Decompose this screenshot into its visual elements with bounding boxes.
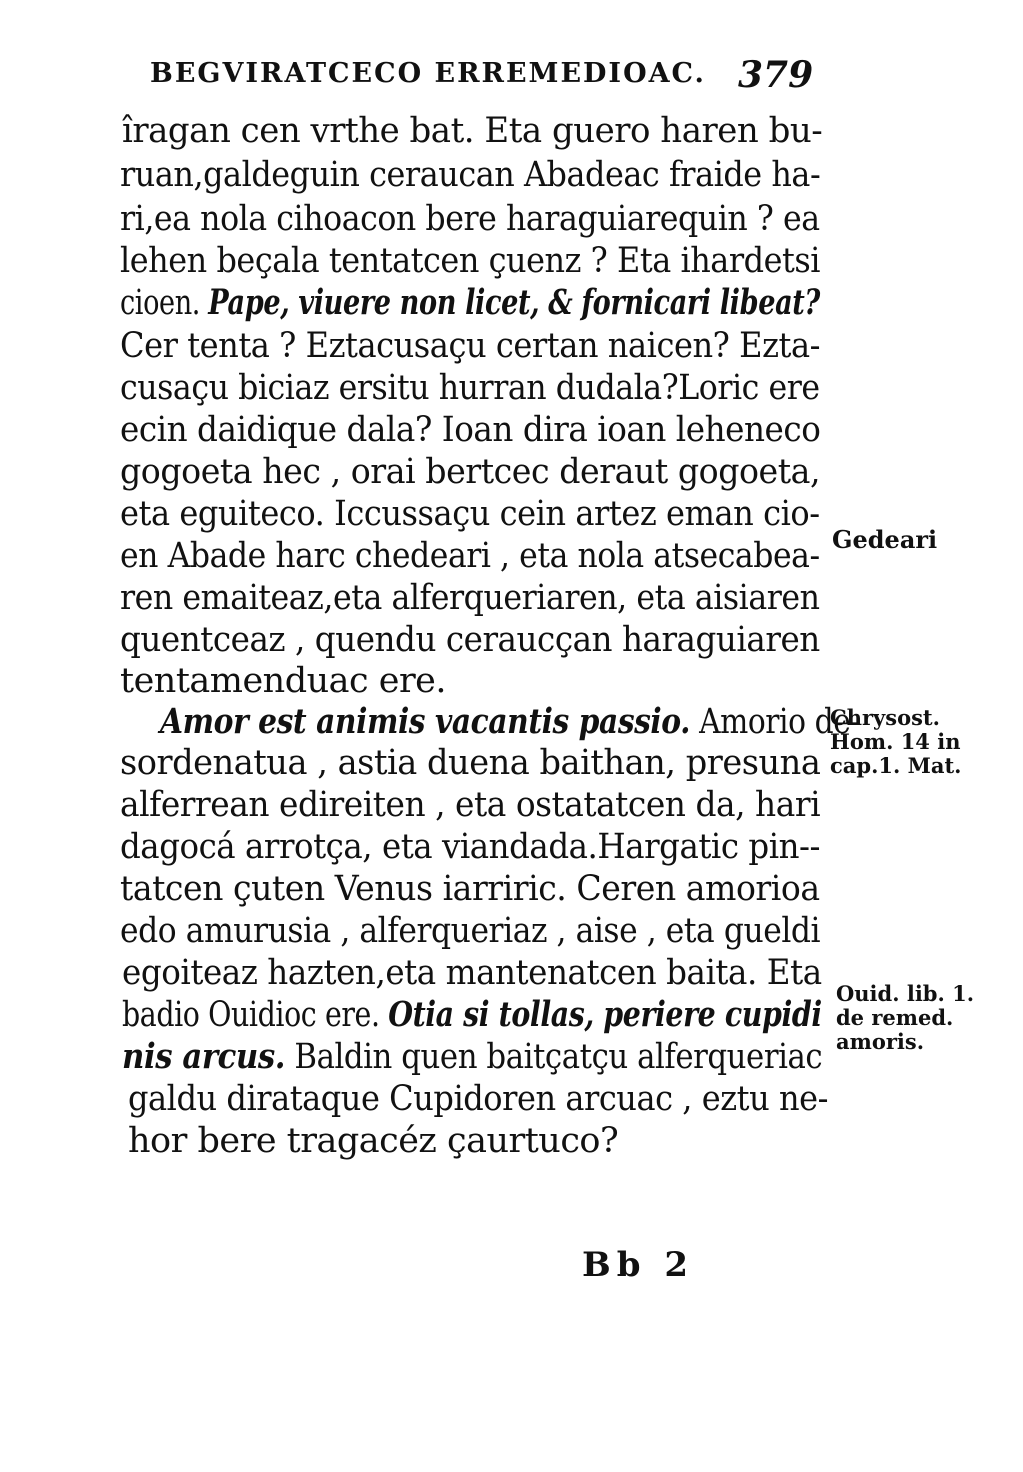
latin-quotation: Pape, viuere non licet, & fornicari libeat? [208,282,820,323]
text-line [122,995,822,1035]
margin-note [836,982,974,1054]
text-line: gogoeta hec , orai bertcec deraut gogoeta, [120,452,821,492]
margin-note-line: Ouid. lib. 1. [836,981,975,1006]
margin-note [832,525,938,554]
margin-note-line: de remed. [836,1005,954,1030]
text-line: îragan cen vrthe bat. Eta guero haren bu- [122,111,823,151]
page-number: 379 [738,54,814,96]
margin-note-line: amoris. [836,1029,925,1054]
text-line: galdu dirataque Cupidoren arcuac , eztu ne- [128,1079,828,1119]
text-line: alferrean edireiten , eta ostatatcen da, hari [120,785,821,825]
text-line: lehen beçala tentatcen çuenz ? Eta ihardetsi [120,241,821,281]
text-line: Cer tenta ? Eztacusaçu certan naicen? Ezta- [120,326,821,366]
text-line [160,702,860,742]
margin-note-line: Chrysost. [830,705,940,730]
running-title: BEGVIRATCECO ERREMEDIOAC. [150,58,706,89]
text-line: quentceaz , quendu ceraucçan haraguiaren [120,620,820,660]
text-line: egoiteaz hazten,eta mantenatcen baita. Eta [122,953,822,993]
margin-note-line: cap.1. Mat. [830,753,962,778]
text-line: edo amurusia , alferqueriaz , aise , eta gueldi [120,911,821,951]
latin-quotation: nis arcus. [122,1036,286,1077]
signature-mark: Bb 2 [582,1245,695,1285]
text-line: sordenatua , astia duena baithan, presuna [120,743,821,783]
margin-note-line: Gedeari [832,525,938,554]
margin-note [830,706,962,778]
text-line: tentamenduac ere. [120,661,447,701]
latin-quotation: Otia si tollas, periere cupidi [388,994,822,1035]
margin-note-line: Hom. 14 in [830,729,961,754]
text-line [122,1037,822,1077]
text-line [120,283,820,323]
text-line: ecin daidique dala? Ioan dira ioan leheneco [120,410,821,450]
text-line: tatcen çuten Venus iarriric. Ceren amorioa [120,869,820,909]
text-line: dagocá arrotça, eta viandada.Hargatic pin-- [120,827,821,867]
text-line: hor bere tragacéz çaurtuco? [128,1121,619,1161]
text-line: ren emaiteaz,eta alferqueriaren, eta aisiaren [120,578,820,618]
text-line: cusaçu biciaz ersitu hurran dudala?Loric ere [120,368,820,408]
latin-quotation: Amor est animis vacantis passio. [160,701,691,742]
line-roman: Amorio de- [690,702,860,742]
line-roman: cioen. [120,283,209,323]
line-roman: badio Ouidioc ere. [122,995,389,1035]
text-line: eta eguiteco. Iccussaçu cein artez eman cio- [120,494,820,534]
text-line: en Abade harc chedeari , eta nola atsecabea- [120,536,820,576]
text-line: ruan,galdeguin ceraucan Abadeac fraide ha- [120,155,821,195]
text-line: ri,ea nola cihoacon bere haraguiarequin ? ea [120,199,820,239]
line-roman: Baldin quen baitçatçu alferqueriac [285,1037,823,1077]
